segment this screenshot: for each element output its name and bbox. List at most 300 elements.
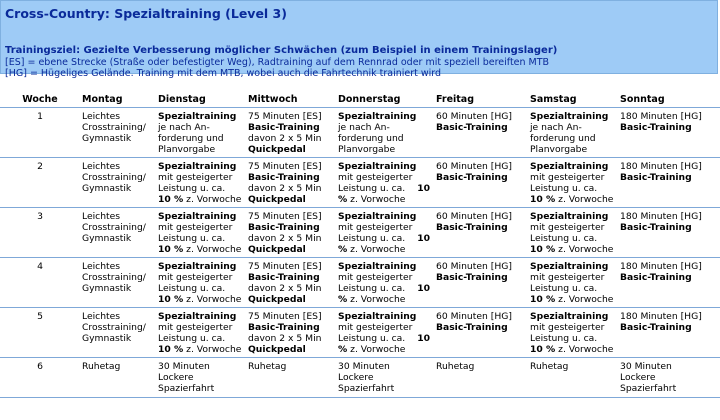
cell-text: Leistung u. ca. xyxy=(338,183,406,194)
cell-line xyxy=(82,111,154,122)
cell-text: 30 Minuten xyxy=(158,361,210,372)
week-number: 6 xyxy=(0,358,80,398)
cell-line xyxy=(436,322,526,333)
cell-text: mit gesteigerter xyxy=(530,272,605,283)
table-cell xyxy=(80,308,156,358)
cell-text-bold: Quickpedal xyxy=(248,144,306,155)
cell-line xyxy=(338,161,432,172)
table-cell xyxy=(80,108,156,158)
cell-text: z. Vorwoche xyxy=(555,194,614,205)
column-header-sunday: Sonntag xyxy=(618,94,720,108)
cell-line xyxy=(530,311,616,322)
table-cell xyxy=(528,108,618,158)
table-cell xyxy=(618,258,720,308)
cell-line xyxy=(338,233,432,244)
cell-text: forderung und xyxy=(530,133,596,144)
cell-line xyxy=(620,272,718,283)
cell-line xyxy=(530,283,616,294)
table-cell xyxy=(434,158,528,208)
cell-line xyxy=(620,311,718,322)
cell-text-bold: 10 % xyxy=(530,194,556,205)
cell-line xyxy=(248,172,334,183)
cell-line xyxy=(436,222,526,233)
column-header-monday: Montag xyxy=(80,94,156,108)
cell-text-bold: 10 xyxy=(417,333,431,344)
cell-line xyxy=(158,211,244,222)
cell-text-bold: 10 % xyxy=(530,344,556,355)
cell-line xyxy=(620,161,718,172)
cell-line xyxy=(82,211,154,222)
cell-text: Ruhetag xyxy=(530,361,569,372)
cell-line xyxy=(248,161,334,172)
table-cell xyxy=(156,108,246,158)
cell-text: 75 Minuten [ES] xyxy=(248,211,322,222)
cell-text-bold: Basic-Training xyxy=(620,222,692,233)
cell-text-bold: Spezialtraining xyxy=(158,311,237,322)
table-cell xyxy=(336,158,434,208)
table-cell xyxy=(528,308,618,358)
cell-line xyxy=(158,133,244,144)
cell-line xyxy=(338,283,432,294)
cell-text-bold: Basic-Training xyxy=(248,122,320,133)
table-cell xyxy=(618,108,720,158)
cell-line xyxy=(436,111,526,122)
cell-line xyxy=(158,294,244,305)
table-cell xyxy=(246,208,336,258)
cell-text: Leichtes xyxy=(82,311,121,322)
cell-text-bold: Spezialtraining xyxy=(338,111,417,122)
cell-line xyxy=(436,311,526,322)
cell-text: Leistung u. ca. xyxy=(338,233,406,244)
cell-line xyxy=(248,322,334,333)
cell-line xyxy=(82,322,154,333)
cell-text-bold: 10 % xyxy=(530,294,556,305)
cell-text: Lockere xyxy=(158,372,194,383)
cell-text: Leichtes xyxy=(82,211,121,222)
cell-line xyxy=(82,172,154,183)
cell-line xyxy=(248,211,334,222)
cell-text-bold: Spezialtraining xyxy=(530,161,609,172)
cell-line xyxy=(82,261,154,272)
table-body xyxy=(0,108,720,398)
cell-text: Planvorgabe xyxy=(338,144,396,155)
cell-text: Crosstraining/ xyxy=(82,122,146,133)
column-header-tuesday: Dienstag xyxy=(156,94,246,108)
cell-text: Gymnastik xyxy=(82,233,132,244)
table-cell xyxy=(246,158,336,208)
table-cell xyxy=(434,258,528,308)
cell-text: Leistung u. ca. xyxy=(530,233,598,244)
cell-line xyxy=(530,211,616,222)
cell-text: 60 Minuten [HG] xyxy=(436,161,512,172)
cell-text: 180 Minuten [HG] xyxy=(620,261,702,272)
cell-text: z. Vorwoche xyxy=(347,194,406,205)
table-cell xyxy=(156,208,246,258)
cell-text: 75 Minuten [ES] xyxy=(248,161,322,172)
cell-text-bold: Spezialtraining xyxy=(530,311,609,322)
cell-line xyxy=(530,233,616,244)
cell-text-bold: Basic-Training xyxy=(620,122,692,133)
cell-text: z. Vorwoche xyxy=(347,294,406,305)
cell-line xyxy=(620,372,718,383)
cell-text-bold: Basic-Training xyxy=(436,172,508,183)
week-number: 2 xyxy=(0,158,80,208)
cell-text-bold: Quickpedal xyxy=(248,194,306,205)
table-row xyxy=(0,358,720,398)
cell-line xyxy=(338,361,432,372)
table-row xyxy=(0,108,720,158)
cell-line xyxy=(620,172,718,183)
cell-text: je nach An- xyxy=(530,122,582,133)
cell-line xyxy=(436,211,526,222)
cell-text: 60 Minuten [HG] xyxy=(436,311,512,322)
table-cell xyxy=(528,158,618,208)
cell-text-bold: Spezialtraining xyxy=(158,211,237,222)
table-cell xyxy=(246,358,336,398)
cell-text: z. Vorwoche xyxy=(347,344,406,355)
column-header-week: Woche xyxy=(0,94,80,108)
cell-text-bold: Basic-Training xyxy=(436,122,508,133)
cell-line xyxy=(338,294,432,305)
cell-text: forderung und xyxy=(158,133,224,144)
cell-text: Crosstraining/ xyxy=(82,172,146,183)
cell-text-bold: 10 % xyxy=(158,294,184,305)
table-cell xyxy=(80,258,156,308)
cell-line xyxy=(248,344,334,355)
cell-line xyxy=(338,194,432,205)
table-cell xyxy=(156,258,246,308)
week-number: 5 xyxy=(0,308,80,358)
cell-line xyxy=(158,322,244,333)
cell-line xyxy=(82,361,154,372)
cell-text: 30 Minuten xyxy=(338,361,390,372)
cell-text: mit gesteigerter xyxy=(338,322,413,333)
cell-text: Leistung u. ca. xyxy=(530,333,598,344)
cell-text: 60 Minuten [HG] xyxy=(436,261,512,272)
table-header-row xyxy=(0,94,720,108)
table-cell xyxy=(336,258,434,308)
cell-line xyxy=(338,272,432,283)
table-cell xyxy=(156,158,246,208)
cell-text: Gymnastik xyxy=(82,133,132,144)
cell-text-bold: % xyxy=(338,294,348,305)
cell-text-bold: % xyxy=(338,244,348,255)
cell-line xyxy=(158,261,244,272)
cell-line xyxy=(158,272,244,283)
cell-line xyxy=(158,311,244,322)
cell-line xyxy=(530,344,616,355)
cell-text-bold: % xyxy=(338,344,348,355)
cell-line xyxy=(158,111,244,122)
cell-text-bold: Spezialtraining xyxy=(338,261,417,272)
cell-line xyxy=(82,183,154,194)
cell-line xyxy=(82,333,154,344)
column-header-wednesday: Mittwoch xyxy=(246,94,336,108)
cell-text: Leistung u. ca. xyxy=(158,283,226,294)
cell-line xyxy=(620,261,718,272)
cell-text: 180 Minuten [HG] xyxy=(620,111,702,122)
cell-text: davon 2 x 5 Min xyxy=(248,333,322,344)
cell-line xyxy=(338,244,432,255)
table-row xyxy=(0,258,720,308)
cell-line xyxy=(338,372,432,383)
cell-line xyxy=(620,322,718,333)
cell-text: mit gesteigerter xyxy=(338,172,413,183)
cell-text: Gymnastik xyxy=(82,333,132,344)
table-cell xyxy=(80,358,156,398)
cell-text-bold: Quickpedal xyxy=(248,294,306,305)
table-cell xyxy=(336,358,434,398)
cell-text: mit gesteigerter xyxy=(158,322,233,333)
cell-line xyxy=(158,344,244,355)
cell-line xyxy=(158,244,244,255)
cell-line xyxy=(530,183,616,194)
cell-line xyxy=(338,122,432,133)
table-cell xyxy=(434,108,528,158)
table-row xyxy=(0,208,720,258)
cell-text-bold: Basic-Training xyxy=(248,172,320,183)
cell-text: Lockere xyxy=(338,372,374,383)
cell-line xyxy=(620,222,718,233)
cell-line xyxy=(248,261,334,272)
cell-line xyxy=(82,122,154,133)
cell-text: 60 Minuten [HG] xyxy=(436,111,512,122)
cell-text-bold: Spezialtraining xyxy=(530,261,609,272)
column-header-saturday: Samstag xyxy=(528,94,618,108)
cell-line xyxy=(620,211,718,222)
cell-text: z. Vorwoche xyxy=(183,294,242,305)
cell-text-bold: Spezialtraining xyxy=(158,261,237,272)
cell-line xyxy=(158,361,244,372)
table-cell xyxy=(434,308,528,358)
cell-text-bold: Basic-Training xyxy=(436,272,508,283)
cell-line xyxy=(248,133,334,144)
cell-line xyxy=(158,283,244,294)
cell-text: davon 2 x 5 Min xyxy=(248,133,322,144)
cell-line xyxy=(530,222,616,233)
cell-text-bold: Spezialtraining xyxy=(530,211,609,222)
cell-line xyxy=(530,333,616,344)
cell-line xyxy=(530,172,616,183)
cell-line xyxy=(338,183,432,194)
cell-line xyxy=(158,333,244,344)
cell-line xyxy=(158,233,244,244)
cell-line xyxy=(338,333,432,344)
table-cell xyxy=(434,358,528,398)
cell-line xyxy=(82,272,154,283)
cell-text: 75 Minuten [ES] xyxy=(248,311,322,322)
cell-text-bold: Basic-Training xyxy=(620,172,692,183)
cell-text: je nach An- xyxy=(158,122,210,133)
cell-text: z. Vorwoche xyxy=(555,344,614,355)
cell-text-bold: Basic-Training xyxy=(620,322,692,333)
cell-line xyxy=(338,172,432,183)
cell-text: Crosstraining/ xyxy=(82,322,146,333)
cell-line xyxy=(248,244,334,255)
table-cell xyxy=(434,208,528,258)
cell-text-bold: Quickpedal xyxy=(248,344,306,355)
cell-text: Spazierfahrt xyxy=(158,383,215,394)
cell-text-bold: Spezialtraining xyxy=(530,111,609,122)
cell-text-bold: 10 xyxy=(417,233,431,244)
cell-line xyxy=(82,283,154,294)
cell-line xyxy=(82,133,154,144)
cell-line xyxy=(530,122,616,133)
table-cell xyxy=(336,208,434,258)
table-cell xyxy=(80,158,156,208)
plan-header xyxy=(0,0,718,79)
table-cell xyxy=(528,358,618,398)
cell-line xyxy=(530,272,616,283)
cell-text: 30 Minuten xyxy=(620,361,672,372)
cell-text: Ruhetag xyxy=(82,361,121,372)
cell-line xyxy=(82,222,154,233)
cell-line xyxy=(530,111,616,122)
cell-text: Leichtes xyxy=(82,161,121,172)
cell-line xyxy=(338,222,432,233)
cell-text: Ruhetag xyxy=(436,361,475,372)
table-cell xyxy=(246,258,336,308)
cell-text: mit gesteigerter xyxy=(530,172,605,183)
cell-text: mit gesteigerter xyxy=(338,272,413,283)
cell-line xyxy=(248,222,334,233)
cell-line xyxy=(436,272,526,283)
cell-text: Spazierfahrt xyxy=(338,383,395,394)
cell-line xyxy=(338,144,432,155)
legend-es: [ES] = ebene Strecke (Straße oder befestigter Weg), Radtraining auf dem Rennrad oder mit speziell bereiften MTB xyxy=(5,57,550,68)
cell-line xyxy=(158,144,244,155)
cell-line xyxy=(248,361,334,372)
cell-line xyxy=(248,122,334,133)
cell-text: Leistung u. ca. xyxy=(338,333,406,344)
cell-text: z. Vorwoche xyxy=(555,294,614,305)
cell-text-bold: Spezialtraining xyxy=(158,111,237,122)
cell-text-bold: Basic-Training xyxy=(248,322,320,333)
cell-line xyxy=(620,361,718,372)
cell-line xyxy=(158,372,244,383)
table-cell xyxy=(528,208,618,258)
table-cell xyxy=(336,308,434,358)
cell-text: 75 Minuten [ES] xyxy=(248,111,322,122)
cell-line xyxy=(248,311,334,322)
cell-text: 180 Minuten [HG] xyxy=(620,161,702,172)
cell-text: z. Vorwoche xyxy=(555,244,614,255)
page-title: Cross-Country: Spezialtraining (Level 3) xyxy=(5,6,287,21)
cell-text: mit gesteigerter xyxy=(530,222,605,233)
cell-text: Planvorgabe xyxy=(530,144,588,155)
cell-text: Spazierfahrt xyxy=(620,383,677,394)
cell-text-bold: 10 xyxy=(417,183,431,194)
cell-line xyxy=(530,294,616,305)
cell-text: mit gesteigerter xyxy=(158,222,233,233)
cell-text: mit gesteigerter xyxy=(158,272,233,283)
training-goal: Trainingsziel: Gezielte Verbesserung möglicher Schwächen (zum Beispiel in einem Trainingslager) xyxy=(5,45,558,56)
cell-text-bold: Spezialtraining xyxy=(338,211,417,222)
table-row xyxy=(0,158,720,208)
cell-text: forderung und xyxy=(338,133,404,144)
cell-line xyxy=(338,211,432,222)
week-number: 3 xyxy=(0,208,80,258)
cell-text-bold: 10 xyxy=(417,283,431,294)
cell-text: z. Vorwoche xyxy=(347,244,406,255)
table-row xyxy=(0,308,720,358)
cell-text-bold: Basic-Training xyxy=(436,222,508,233)
cell-text-bold: Quickpedal xyxy=(248,244,306,255)
column-header-friday: Freitag xyxy=(434,94,528,108)
cell-line xyxy=(248,272,334,283)
cell-text: je nach An- xyxy=(338,122,390,133)
cell-text: davon 2 x 5 Min xyxy=(248,283,322,294)
table-cell xyxy=(246,308,336,358)
cell-line xyxy=(338,383,432,394)
cell-line xyxy=(620,383,718,394)
cell-text-bold: % xyxy=(338,194,348,205)
cell-text: Planvorgabe xyxy=(158,144,216,155)
cell-text: Leistung u. ca. xyxy=(158,233,226,244)
cell-text-bold: Basic-Training xyxy=(248,272,320,283)
cell-line xyxy=(158,194,244,205)
legend-hg: [HG] = Hügeliges Gelände. Training mit dem MTB, wobei auch die Fahrtechnik trainiert wird xyxy=(5,68,442,79)
cell-line xyxy=(338,311,432,322)
cell-text: mit gesteigerter xyxy=(158,172,233,183)
cell-text: Leistung u. ca. xyxy=(530,283,598,294)
cell-text: mit gesteigerter xyxy=(338,222,413,233)
cell-line xyxy=(248,283,334,294)
cell-text: 60 Minuten [HG] xyxy=(436,211,512,222)
cell-text: 180 Minuten [HG] xyxy=(620,311,702,322)
cell-line xyxy=(248,233,334,244)
cell-line xyxy=(82,233,154,244)
cell-line xyxy=(158,222,244,233)
cell-text-bold: 10 % xyxy=(158,194,184,205)
cell-line xyxy=(530,322,616,333)
table-cell xyxy=(618,158,720,208)
cell-text: Leichtes xyxy=(82,111,121,122)
cell-text: Leistung u. ca. xyxy=(338,283,406,294)
table-cell xyxy=(246,108,336,158)
cell-line xyxy=(530,133,616,144)
cell-text-bold: Basic-Training xyxy=(248,222,320,233)
cell-line xyxy=(338,322,432,333)
cell-text: z. Vorwoche xyxy=(183,344,242,355)
cell-line xyxy=(338,261,432,272)
cell-line xyxy=(248,144,334,155)
cell-line xyxy=(530,144,616,155)
cell-line xyxy=(248,333,334,344)
cell-text-bold: Spezialtraining xyxy=(338,161,417,172)
cell-text: Gymnastik xyxy=(82,183,132,194)
cell-text: 75 Minuten [ES] xyxy=(248,261,322,272)
cell-line xyxy=(530,161,616,172)
cell-text: Leistung u. ca. xyxy=(530,183,598,194)
table-cell xyxy=(156,308,246,358)
cell-line xyxy=(530,244,616,255)
column-header-thursday: Donnerstag xyxy=(336,94,434,108)
week-number: 4 xyxy=(0,258,80,308)
cell-line xyxy=(338,111,432,122)
table-cell xyxy=(528,258,618,308)
cell-text-bold: 10 % xyxy=(158,244,184,255)
table-cell xyxy=(336,108,434,158)
cell-text-bold: Basic-Training xyxy=(436,322,508,333)
cell-line xyxy=(436,122,526,133)
cell-text: mit gesteigerter xyxy=(530,322,605,333)
cell-text: Gymnastik xyxy=(82,283,132,294)
cell-line xyxy=(158,383,244,394)
cell-text-bold: 10 % xyxy=(530,244,556,255)
cell-text-bold: 10 % xyxy=(158,344,184,355)
cell-text: Leistung u. ca. xyxy=(158,183,226,194)
